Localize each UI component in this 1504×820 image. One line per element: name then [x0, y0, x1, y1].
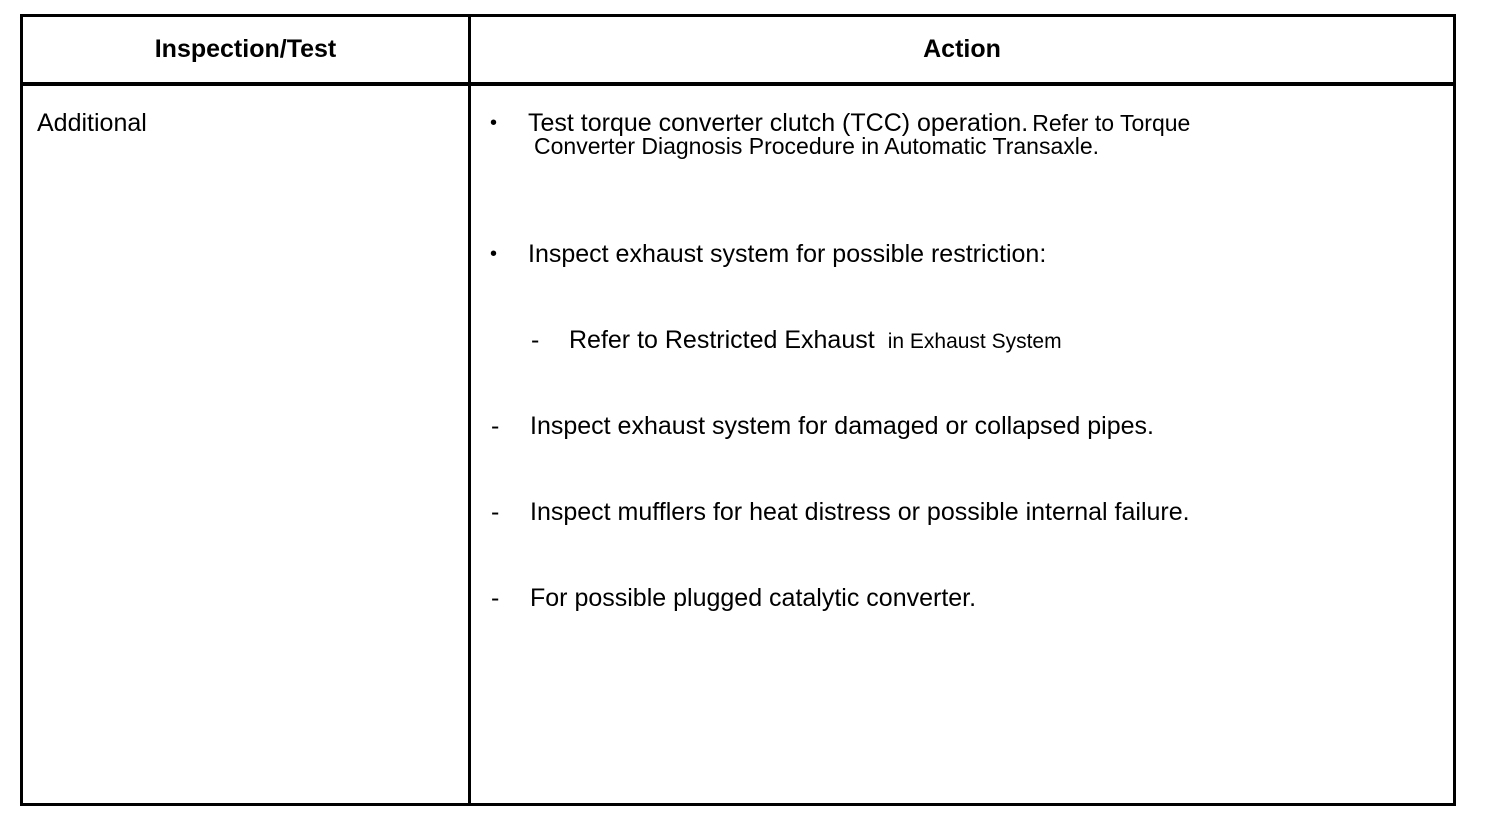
dash-marker: -: [491, 584, 500, 612]
dash-marker: -: [531, 326, 540, 354]
sub-item-restricted-exhaust-suffix: in Exhaust System: [887, 330, 1062, 353]
column-divider: [468, 14, 471, 806]
sub-item-damaged-pipes: Inspect exhaust system for damaged or collapsed pipes.: [530, 412, 1154, 440]
sub-item-restricted-exhaust: [569, 326, 1062, 356]
bullet-marker: •: [490, 112, 498, 134]
action-item-tcc-text: Test torque converter clutch (TCC) operation.: [528, 109, 1029, 137]
header-action: Action: [923, 35, 1001, 63]
sub-item-restricted-exhaust-text: Refer to Restricted Exhaust: [569, 326, 875, 354]
dash-marker: -: [491, 498, 500, 526]
header-divider: [20, 82, 1456, 86]
action-item-tcc-reference: Refer to Torque: [1032, 110, 1191, 136]
sub-item-catalytic-converter: For possible plugged catalytic converter.: [530, 584, 977, 612]
inspection-cell: Additional: [37, 109, 147, 137]
action-item-tcc-reference-cont: Converter Diagnosis Procedure in Automatic Transaxle.: [534, 133, 1100, 159]
header-inspection-test: Inspection/Test: [154, 35, 337, 63]
dash-marker: -: [491, 412, 500, 440]
sub-item-mufflers: Inspect mufflers for heat distress or possible internal failure.: [530, 498, 1190, 526]
action-item-exhaust-restriction: Inspect exhaust system for possible restriction:: [528, 240, 1047, 268]
bullet-marker: •: [490, 243, 498, 265]
